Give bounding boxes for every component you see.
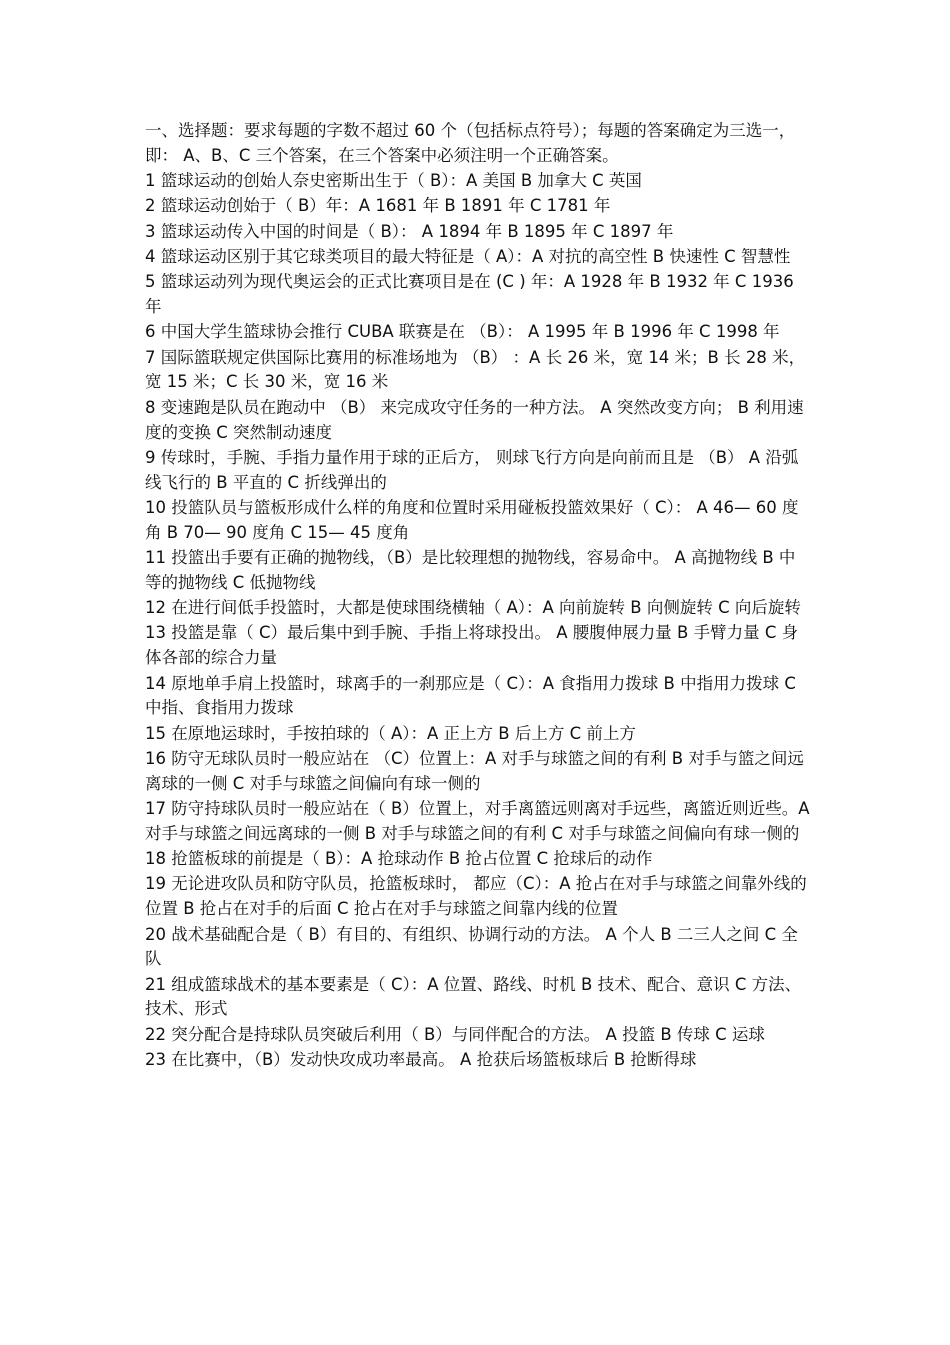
question-14: 14 原地单手肩上投篮时，球离手的一刹那应是（ C）：A 食指用力拨球 B 中指用力拨球 C 中指、食指用力拨球 [145,673,802,718]
question-23: 23 在比赛中，（B）发动快攻成功率最高。 A 抢获后场篮板球后 B 抢断得球 [145,1049,697,1069]
question-16: 16 防守无球队员时一般应站在 （C）位置上：A 对手与球篮之间的有利 B 对手与篮之间远离球的一侧 C 对手与球篮之间偏向有球一侧的 [145,748,804,793]
question-text-body [145,119,815,1073]
question-4: 4 篮球运动区别于其它球类项目的最大特征是（ A）：A 对抗的高空性 B 快速性 C 智慧性 [145,246,791,266]
question-20: 20 战术基础配合是（ B）有目的、有组织、协调行动的方法。 A 个人 B 二三人之间 C 全队 [145,924,798,969]
question-1: 1 篮球运动的创始人奈史密斯出生于（ B）：A 美国 B 加拿大 C 英国 [145,171,642,191]
question-15: 15 在原地运球时，手按拍球的（ A）：A 正上方 B 后上方 C 前上方 [145,723,636,743]
question-9: 9 传球时，手腕、手指力量作用于球的正后方， 则球飞行方向是向前而且是 （B） A 沿弧线飞行的 B 平直的 C 折线弹出的 [145,447,799,492]
question-8: 8 变速跑是队员在跑动中 （B） 来完成攻守任务的一种方法。 A 突然改变方向； B 利用速度的变换 C 突然制动速度 [145,397,804,442]
instructions-paragraph: 一、选择题：要求每题的字数不超过 60 个（包括标点符号）；每题的答案确定为三选一，即： A、B、C 三个答案，在三个答案中必须注明一个正确答案。 [145,121,796,165]
question-12: 12 在进行间低手投篮时，大都是使球围绕横轴（ A）：A 向前旋转 B 向侧旋转 C 向后旋转 [145,598,801,618]
question-10: 10 投篮队员与篮板形成什么样的角度和位置时采用碰板投篮效果好（ C）： A 46— 60 度角 B 70— 90 度角 C 15— 45 度角 [145,497,799,542]
question-21: 21 组成篮球战术的基本要素是（ C）：A 位置、路线、时机 B 技术、配合、意识 C 方法、技术、形式 [145,974,802,1019]
question-22: 22 突分配合是持球队员突破后利用（ B）与同伴配合的方法。 A 投篮 B 传球 C 运球 [145,1024,765,1044]
question-2: 2 篮球运动创始于（ B）年：A 1681 年 B 1891 年 C 1781 年 [145,196,611,216]
question-7: 7 国际篮联规定供国际比赛用的标准场地为 （B） ：A 长 26 米，宽 14 米；B 长 28 米，宽 15 米；C 长 30 米，宽 16 米 [145,347,806,392]
question-13: 13 投篮是靠（ C）最后集中到手腕、手指上将球投出。 A 腰腹伸展力量 B 手臂力量 C 身体各部的综合力量 [145,623,799,668]
question-17: 17 防守持球队员时一般应站在（ B）位置上，对手离篮远则离对手远些，离篮近则近些。A 对手与球篮之间远离球的一侧 B 对手与球篮之间的有利 C 对手与球篮之间偏向有球一侧的 [145,799,815,843]
question-19: 19 无论进攻队员和防守队员，抢篮板球时， 都应（C）：A 抢占在对手与球篮之间靠外线的位置 B 抢占在对手的后面 C 抢占在对手与球篮之间靠内线的位置 [145,874,807,919]
question-3: 3 篮球运动传入中国的时间是（ B）： A 1894 年 B 1895 年 C 1897 年 [145,221,674,241]
question-5: 5 篮球运动列为现代奥运会的正式比赛项目是在 (C ) 年：A 1928 年 B 1932 年 C 1936 年 [145,272,799,317]
question-6: 6 中国大学生篮球协会推行 CUBA 联赛是在 （B）： A 1995 年 B 1996 年 C 1998 年 [145,322,780,342]
question-18: 18 抢篮板球的前提是（ B）：A 抢球动作 B 抢占位置 C 抢球后的动作 [145,849,653,869]
question-11: 11 投篮出手要有正确的抛物线，（B）是比较理想的抛物线，容易命中。 A 高抛物线 B 中等的抛物线 C 低抛物线 [145,548,796,592]
